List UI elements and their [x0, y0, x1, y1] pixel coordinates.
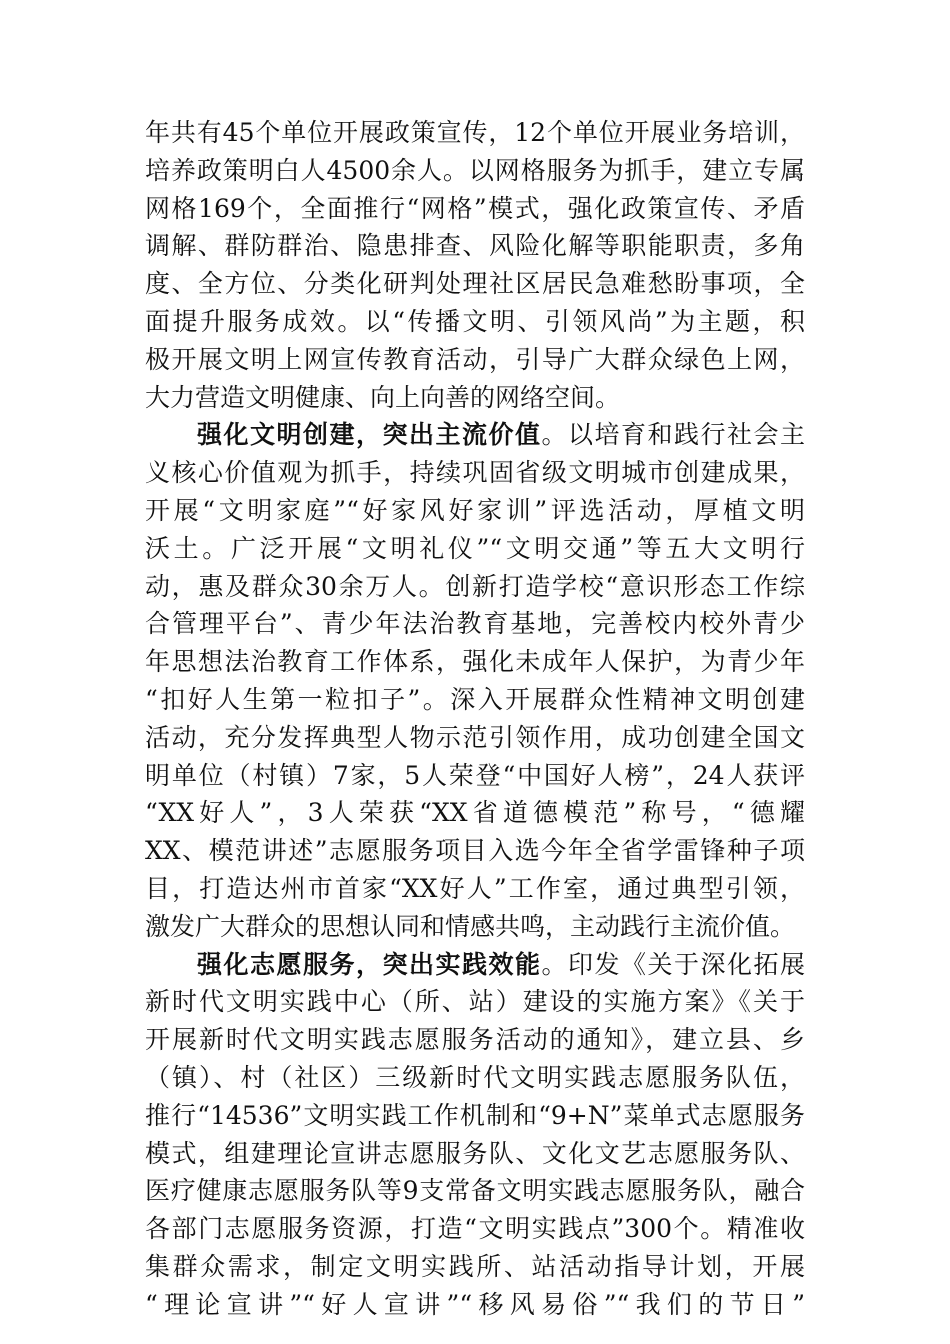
text-line: 活动，充分发挥典型人物示范引领作用，成功创建全国文: [145, 722, 805, 752]
text-line: 面提升服务成效。以“传播文明、引领风尚”为主题，积: [145, 306, 805, 336]
text-line: 度、全方位、分类化研判处理社区居民急难愁盼事项，全: [145, 269, 805, 299]
text-line: 网格169个，全面推行“网格”模式，强化政策宣传、矛盾: [145, 193, 805, 223]
text-line: 调解、群防群治、隐患排查、风险化解等职能职责，多角: [145, 231, 805, 261]
paragraph-3: [145, 946, 805, 1324]
text-line: 动，惠及群众30余万人。创新打造学校“意识形态工作综: [145, 571, 805, 601]
text-line: “理论宣讲”“好人宣讲”“移风易俗”“我们的节日”: [145, 1289, 805, 1319]
paragraph-heading: 强化志愿服务，突出实践效能: [197, 949, 542, 979]
paragraph-first-line-text: 。以培育和践行社会主: [541, 420, 805, 450]
paragraph-1: [145, 114, 805, 416]
text-line: 集群众需求，制定文明实践所、站活动指导计划，开展: [145, 1251, 805, 1281]
text-line: 明单位（村镇）7家，5人荣登“中国好人榜”，24人获评: [145, 760, 805, 790]
paragraph-2: [145, 416, 805, 945]
text-line: 推行“14536”文明实践工作机制和“9+N”菜单式志愿服务: [145, 1100, 805, 1130]
text-line: XX、模范讲述”志愿服务项目入选今年全省学雷锋种子项: [145, 836, 805, 866]
text-line: 大力营造文明健康、向上向善的网络空间。: [145, 382, 621, 412]
text-line: 年思想法治教育工作体系，强化未成年人保护，为青少年: [145, 647, 805, 677]
text-line: “XX好人”，3人荣获“XX省道德模范”称号，“德耀: [145, 798, 805, 828]
text-line: 模式，组建理论宣讲志愿服务队、文化文艺志愿服务队、: [145, 1138, 805, 1168]
text-line: 各部门志愿服务资源，打造“文明实践点”300个。精准收: [145, 1214, 805, 1244]
text-line: 培养政策明白人4500余人。以网格服务为抓手，建立专属: [145, 155, 805, 185]
text-line: 沃土。广泛开展“文明礼仪”“文明交通”等五大文明行: [145, 533, 805, 563]
text-line: 激发广大群众的思想认同和情感共鸣，主动践行主流价值。: [145, 911, 796, 941]
text-line: 合管理平台”、青少年法治教育基地，完善校内校外青少: [145, 609, 805, 639]
document-page: [145, 114, 805, 1324]
paragraph-first-line-text: 。印发《关于深化拓展: [541, 949, 805, 979]
paragraph-first-line: [145, 416, 805, 454]
text-line: 义核心价值观为抓手，持续巩固省级文明城市创建成果，: [145, 458, 805, 488]
text-line: 目，打造达州市首家“XX好人”工作室，通过典型引领，: [145, 873, 805, 903]
paragraph-first-line: [145, 946, 805, 984]
text-line: “扣好人生第一粒扣子”。深入开展群众性精神文明创建: [145, 684, 805, 714]
text-line: 极开展文明上网宣传教育活动，引导广大群众绿色上网，: [145, 344, 805, 374]
text-line: 开展新时代文明实践志愿服务活动的通知》，建立县、乡: [145, 1025, 805, 1055]
text-line: 新时代文明实践中心（所、站）建设的实施方案》《关于: [145, 987, 805, 1017]
text-line: （镇）、村（社区）三级新时代文明实践志愿服务队伍，: [145, 1062, 805, 1092]
text-line: 开展“文明家庭”“好家风好家训”评选活动，厚植文明: [145, 495, 805, 525]
text-line: 年共有45个单位开展政策宣传，12个单位开展业务培训，: [145, 118, 805, 147]
text-line: 医疗健康志愿服务队等9支常备文明实践志愿服务队，融合: [145, 1176, 805, 1206]
paragraph-heading: 强化文明创建，突出主流价值: [197, 420, 542, 450]
